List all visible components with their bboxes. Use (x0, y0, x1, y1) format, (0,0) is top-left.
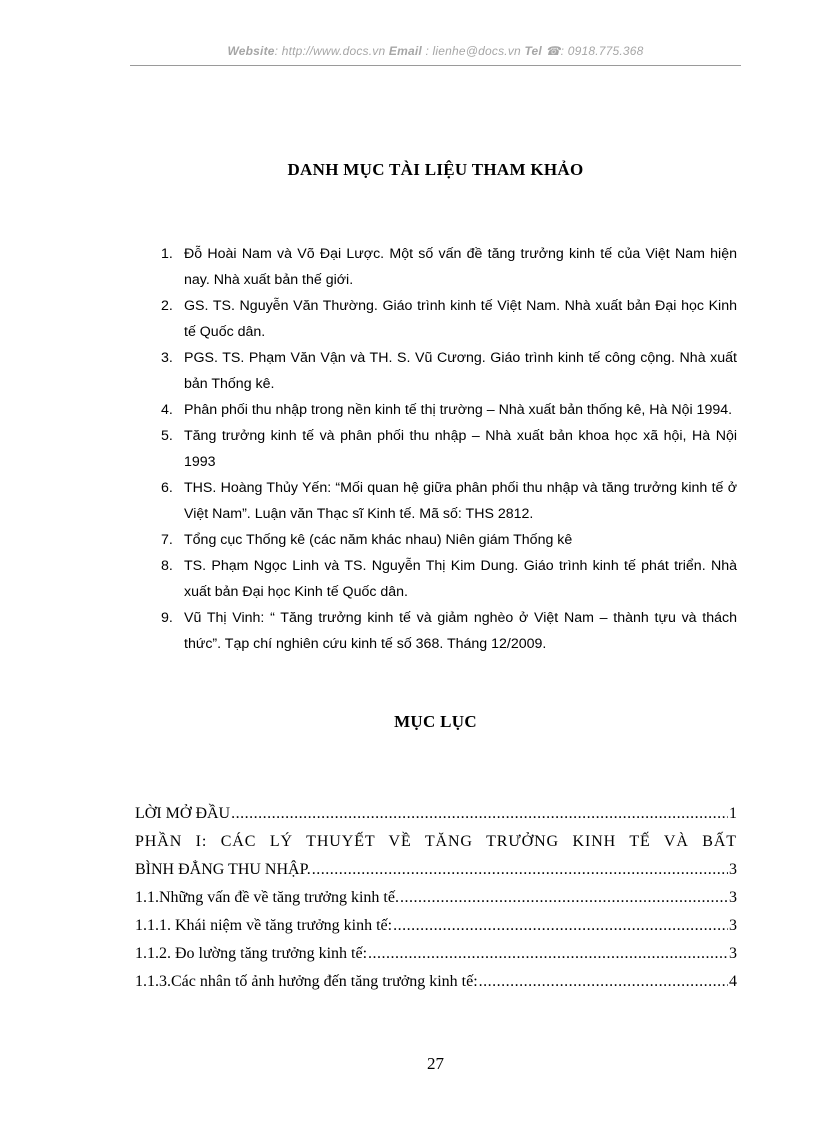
reference-item (157, 423, 737, 475)
tel-label: Tel (524, 44, 542, 58)
toc-leader-dots (312, 856, 728, 884)
toc-entry-label: 1.1.3.Các nhân tố ảnh hưởng đến tăng trưởng kinh tế: (135, 973, 478, 990)
toc-entry-label: LỜI MỞ ĐẦU (135, 805, 231, 822)
toc-entry[interactable] (135, 884, 737, 912)
reference-text: Phân phối thu nhập trong nền kinh tế thị trường – Nhà xuất bản thống kê, Hà Nội 1994. (184, 402, 733, 418)
toc-entry[interactable] (135, 968, 737, 996)
reference-item (157, 293, 737, 345)
toc-entry[interactable] (135, 912, 737, 940)
toc-page-number: 3 (729, 917, 737, 934)
table-of-contents (135, 800, 737, 996)
toc-entry-part1-line1[interactable]: PHẦN I: CÁC LÝ THUYẾT VỀ TĂNG TRƯỞNG KINH TẾ VÀ BẤT (135, 833, 737, 850)
tel-value: : 0918.775.368 (560, 44, 644, 58)
email-value: : lienhe@docs.vn (425, 44, 521, 58)
reference-text: PGS. TS. Phạm Văn Vận và TH. S. Vũ Cương. Giáo trình kinh tế công cộng. Nhà xuất bản Thống kê. (184, 350, 737, 392)
reference-text: TS. Phạm Ngọc Linh và TS. Nguyễn Thị Kim Dung. Giáo trình kinh tế phát triển. Nhà xuất bản Đại học Kinh tế Quốc dân. (184, 558, 737, 600)
toc-leader-dots (400, 884, 728, 912)
reference-item (157, 241, 737, 293)
reference-number: 9. (161, 610, 173, 626)
page-header (130, 44, 741, 58)
toc-title: MỤC LỤC (394, 712, 477, 731)
reference-number: 3. (161, 350, 173, 366)
reference-number: 4. (161, 402, 173, 418)
toc-entry-intro[interactable] (135, 800, 737, 828)
reference-item (157, 345, 737, 397)
reference-item (157, 527, 737, 553)
toc-entry-label: BÌNH ĐẲNG THU NHẬP. (135, 861, 311, 878)
reference-item (157, 605, 737, 657)
toc-page-number: 3 (729, 889, 737, 906)
reference-text: Tăng trưởng kinh tế và phân phối thu nhập – Nhà xuất bản khoa học xã hội, Hà Nội 1993 (184, 428, 737, 470)
reference-number: 2. (161, 298, 173, 314)
toc-entry-label: 1.1.Những vấn đề về tăng trưởng kinh tế. (135, 889, 399, 906)
toc-leader-dots (479, 968, 728, 996)
header-divider (130, 65, 741, 66)
toc-leader-dots (368, 940, 728, 968)
toc-page-number: 3 (729, 861, 737, 878)
reference-item (157, 397, 737, 423)
toc-entry-label: 1.1.1. Khái niệm về tăng trưởng kinh tế: (135, 917, 393, 934)
reference-text: Tổng cục Thống kê (các năm khác nhau) Niên giám Thống kê (184, 532, 573, 548)
reference-text: THS. Hoàng Thủy Yến: “Mối quan hệ giữa phân phối thu nhập và tăng trưởng kinh tế ở Việt Nam”. Luận văn Thạc sĩ Kinh tế. Mã số: THS 2812. (184, 480, 737, 522)
toc-entry[interactable] (135, 940, 737, 968)
toc-page-number: 4 (729, 973, 737, 990)
toc-page-number: 1 (729, 805, 737, 822)
toc-page-number: 3 (729, 945, 737, 962)
toc-entry-label: 1.1.2. Đo lường tăng trưởng kinh tế: (135, 945, 368, 962)
reference-number: 5. (161, 428, 173, 444)
references-title: DANH MỤC TÀI LIỆU THAM KHẢO (287, 160, 584, 179)
toc-entry-part1[interactable] (135, 856, 737, 884)
reference-number: 6. (161, 480, 173, 496)
website-value: : http://www.docs.vn (274, 44, 386, 58)
website-label: Website (227, 44, 275, 58)
reference-text: GS. TS. Nguyễn Văn Thường. Giáo trình kinh tế Việt Nam. Nhà xuất bản Đại học Kinh tế Quốc dân. (184, 298, 737, 340)
reference-list (157, 241, 737, 657)
page-number: 27 (427, 1054, 444, 1073)
reference-item (157, 475, 737, 527)
reference-number: 8. (161, 558, 173, 574)
toc-leader-dots (393, 912, 728, 940)
email-label: Email (388, 44, 422, 58)
phone-icon: ☎ (545, 44, 561, 58)
reference-text: Đỗ Hoài Nam và Võ Đại Lược. Một số vấn đề tăng trưởng kinh tế của Việt Nam hiện nay. Nhà xuất bản thế giới. (184, 246, 737, 288)
reference-item (157, 553, 737, 605)
reference-number: 7. (161, 532, 173, 548)
toc-leader-dots (231, 800, 728, 828)
reference-text: Vũ Thị Vinh: “ Tăng trưởng kinh tế và giảm nghèo ở Việt Nam – thành tựu và thách thức”. Tạp chí nghiên cứu kinh tế số 368. Tháng 12/2009. (184, 610, 737, 652)
reference-number: 1. (161, 246, 173, 262)
